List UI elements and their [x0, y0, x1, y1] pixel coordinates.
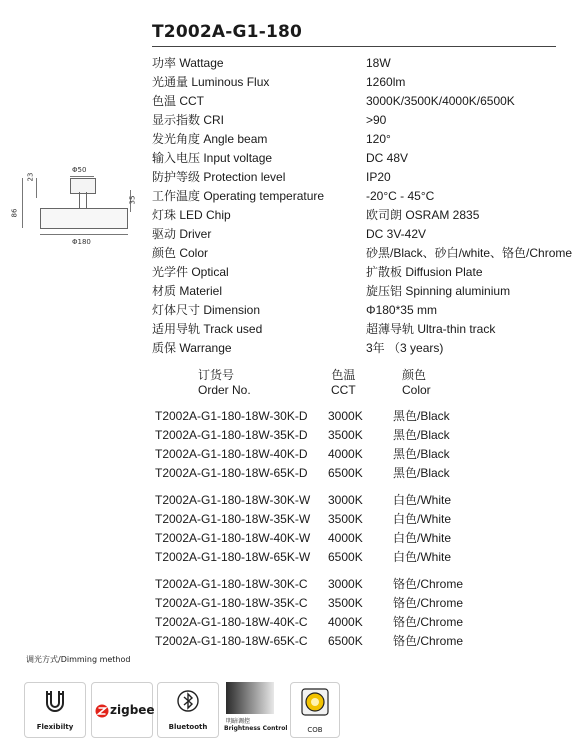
dim-dia-top: Φ50 — [72, 166, 87, 174]
spec-value: 18W — [366, 56, 391, 70]
order-no: T2002A-G1-180-18W-30K-W — [155, 493, 311, 507]
zigbee-wordmark: zigbee — [110, 703, 155, 717]
order-cct: 3000K — [328, 409, 363, 423]
header-color — [402, 368, 431, 398]
icon-caption-cn: 明暗调控 — [226, 718, 251, 725]
order-cct: 4000K — [328, 447, 363, 461]
spec-value: 砂黑/Black、砂白/white、铬色/Chrome — [366, 246, 573, 260]
dim-line-height-top — [36, 178, 37, 198]
order-no: T2002A-G1-180-18W-30K-C — [155, 577, 308, 591]
header-cct — [331, 368, 356, 398]
brightness-control-badge — [224, 682, 288, 736]
header-cct-en: CCT — [331, 383, 356, 397]
spec-value: 超薄导轨 Ultra-thin track — [366, 322, 496, 336]
order-no: T2002A-G1-180-18W-35K-W — [155, 512, 311, 526]
bluetooth-icon — [177, 689, 199, 713]
cob-icon — [300, 687, 330, 717]
zigbee-badge — [91, 682, 153, 738]
spec-value: 3年 （3 years) — [366, 341, 444, 355]
spec-label: 工作温度 Operating temperature — [152, 189, 325, 203]
order-color: 白色/White — [393, 512, 452, 526]
dim-line-height-total — [22, 178, 23, 228]
order-no: T2002A-G1-180-18W-40K-C — [155, 615, 308, 629]
spec-value: DC 3V-42V — [366, 227, 427, 241]
order-color: 白色/White — [393, 550, 452, 564]
order-cct: 4000K — [328, 531, 363, 545]
spec-value: 欧司朗 OSRAM 2835 — [366, 208, 480, 222]
spec-value: -20°C - 45°C — [366, 189, 435, 203]
title-rule — [152, 46, 556, 47]
order-no: T2002A-G1-180-18W-40K-W — [155, 531, 311, 545]
spec-value: 旋压铝 Spinning aluminium — [366, 284, 511, 298]
spec-label: 颜色 Color — [152, 246, 209, 260]
order-color: 铬色/Chrome — [393, 634, 464, 648]
dim-h-total: 86 — [10, 208, 19, 218]
icon-caption: Bluetooth — [168, 723, 208, 731]
spec-value: 1260lm — [366, 75, 406, 89]
order-color: 黑色/Black — [393, 466, 450, 480]
spec-label: 质保 Warrange — [152, 341, 232, 355]
drawing-body — [40, 208, 128, 229]
icon-caption: Brightness Control — [224, 725, 288, 732]
order-no: T2002A-G1-180-18W-65K-W — [155, 550, 311, 564]
icon-caption: Flexibilty — [36, 723, 74, 731]
order-no: T2002A-G1-180-18W-40K-D — [155, 447, 308, 461]
order-color: 黑色/Black — [393, 428, 450, 442]
spec-value: DC 48V — [366, 151, 409, 165]
spec-value: Φ180*35 mm — [366, 303, 437, 317]
spec-value: >90 — [366, 113, 387, 127]
spec-label: 适用导轨 Track used — [152, 322, 263, 336]
product-title: T2002A-G1-180 — [152, 22, 303, 42]
brightness-control-icon — [226, 682, 274, 714]
dim-line-top — [70, 176, 94, 177]
order-no: T2002A-G1-180-18W-35K-C — [155, 596, 308, 610]
order-cct: 3500K — [328, 512, 363, 526]
spec-label: 灯珠 LED Chip — [152, 208, 231, 222]
order-color: 铬色/Chrome — [393, 615, 464, 629]
header-color-cn: 颜色 — [402, 368, 427, 382]
spec-value: 120° — [366, 132, 391, 146]
spec-label: 材质 Materiel — [152, 284, 223, 298]
order-color: 铬色/Chrome — [393, 577, 464, 591]
order-no: T2002A-G1-180-18W-65K-D — [155, 466, 308, 480]
order-color: 黑色/Black — [393, 447, 450, 461]
spec-label: 光学件 Optical — [152, 265, 229, 279]
flexibility-icon — [43, 689, 67, 715]
icon-caption: COB — [307, 726, 323, 734]
cob-badge — [290, 682, 340, 738]
header-order-en: Order No. — [198, 383, 251, 397]
drawing-stem — [79, 192, 87, 208]
order-color: 黑色/Black — [393, 409, 450, 423]
order-no: T2002A-G1-180-18W-35K-D — [155, 428, 308, 442]
header-cct-cn: 色温 — [331, 368, 356, 382]
bluetooth-badge — [157, 682, 219, 738]
spec-label: 输入电压 Input voltage — [152, 151, 273, 165]
dimming-method-label: 调光方式/Dimming method — [26, 655, 131, 664]
order-cct: 6500K — [328, 466, 363, 480]
order-cct: 3000K — [328, 577, 363, 591]
zigbee-icon — [95, 704, 109, 718]
spec-label: 防护等级 Protection level — [152, 170, 286, 184]
spec-value: 3000K/3500K/4000K/6500K — [366, 94, 515, 108]
spec-value: IP20 — [366, 170, 391, 184]
spec-label: 功率 Wattage — [152, 56, 224, 70]
order-no: T2002A-G1-180-18W-30K-D — [155, 409, 308, 423]
order-color: 白色/White — [393, 531, 452, 545]
spec-label: 色温 CCT — [152, 94, 204, 108]
spec-label: 驱动 Driver — [152, 227, 212, 241]
spec-label: 显示指数 CRI — [152, 113, 225, 127]
order-cct: 6500K — [328, 634, 363, 648]
order-cct: 6500K — [328, 550, 363, 564]
order-cct: 3500K — [328, 596, 363, 610]
order-no: T2002A-G1-180-18W-65K-C — [155, 634, 308, 648]
dim-h-top: 23 — [26, 172, 35, 182]
dim-dia-bottom: Φ180 — [72, 238, 91, 246]
order-cct: 3500K — [328, 428, 363, 442]
order-cct: 3000K — [328, 493, 363, 507]
order-cct: 4000K — [328, 615, 363, 629]
order-color: 铬色/Chrome — [393, 596, 464, 610]
header-order-cn: 订货号 — [198, 368, 235, 382]
flexibility-badge — [24, 682, 86, 738]
order-color: 白色/White — [393, 493, 452, 507]
spec-label: 发光角度 Angle beam — [152, 132, 268, 146]
spec-label: 灯体尺寸 Dimension — [152, 303, 261, 317]
spec-value: 扩散板 Diffusion Plate — [366, 265, 483, 279]
dim-line-bottom — [40, 234, 128, 235]
header-order — [198, 368, 251, 398]
spec-label: 光通量 Luminous Flux — [152, 75, 270, 89]
dim-h-body: 35 — [128, 195, 137, 205]
header-color-en: Color — [402, 383, 431, 397]
